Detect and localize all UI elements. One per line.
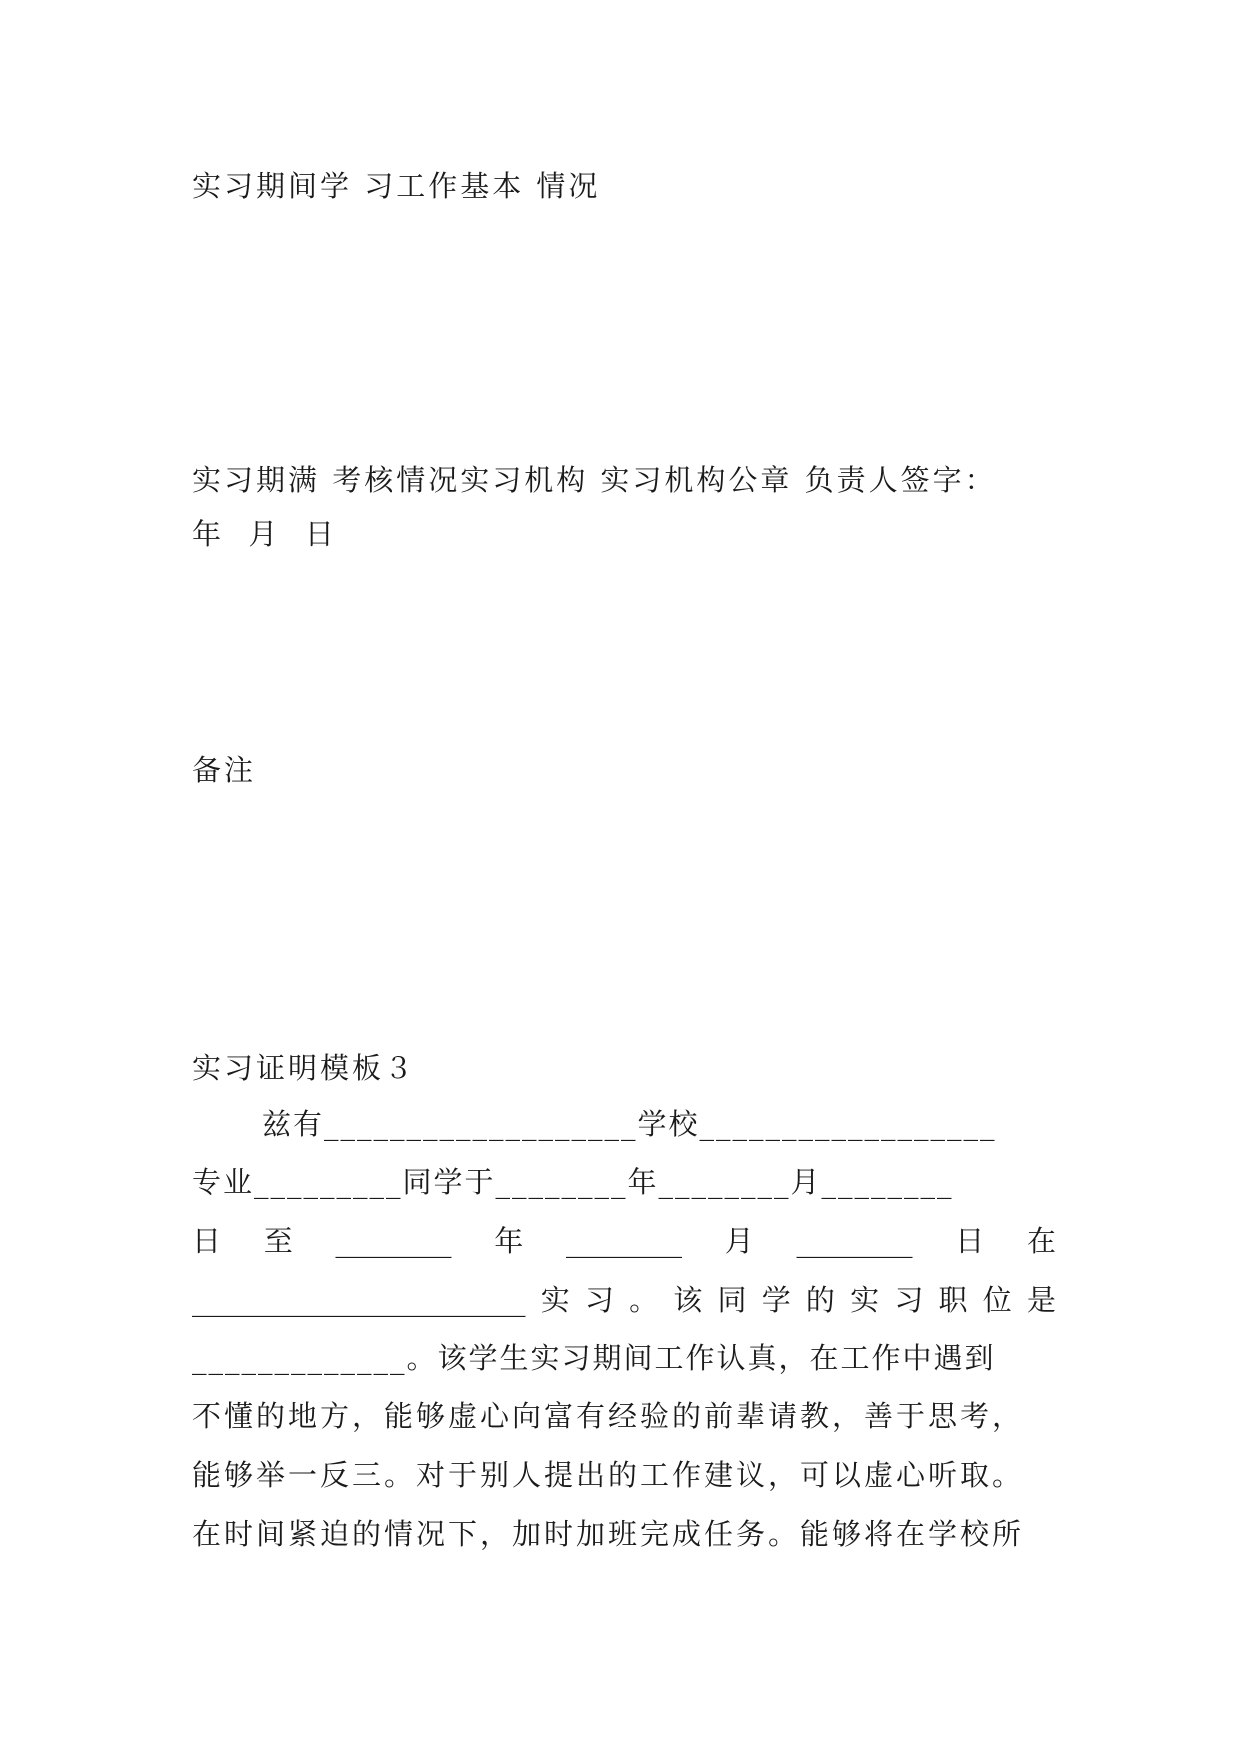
paragraph-line-5: _____________。该学生实习期间工作认真，在工作中遇到: [192, 1341, 996, 1375]
text-fragment: 习: [584, 1283, 614, 1317]
text-fragment: 同: [717, 1283, 747, 1317]
text-fragment: 位: [982, 1283, 1012, 1317]
remarks-heading: 备注: [192, 753, 257, 787]
blank-underline: _______________________: [192, 1283, 526, 1317]
paragraph-line-8: 在时间紧迫的情况下，加时加班完成任务。能够将在学校所: [192, 1517, 1025, 1551]
paragraph-line-3: [192, 1221, 1056, 1261]
section-internship-work-heading: 实习期间学 习工作基本 情况: [192, 169, 601, 203]
text-fragment: 在: [1026, 1224, 1056, 1258]
text-fragment: 的: [805, 1283, 835, 1317]
text-fragment: 实: [540, 1283, 570, 1317]
text-fragment: 是: [1026, 1283, 1056, 1317]
text-fragment: 习: [894, 1283, 924, 1317]
text-fragment: 年: [494, 1224, 524, 1258]
text-fragment: 实: [850, 1283, 880, 1317]
text-fragment: 日: [192, 1224, 222, 1258]
text-fragment: 职: [938, 1283, 968, 1317]
paragraph-line-2: 专业_________同学于________年________月________: [192, 1165, 954, 1199]
text-fragment: 至: [263, 1224, 293, 1258]
template-title: 实习证明模板３: [192, 1051, 417, 1085]
text-fragment: ________: [796, 1224, 913, 1258]
paragraph-line-4: [192, 1280, 1056, 1320]
text-fragment: 日: [955, 1224, 985, 1258]
section-assessment-heading: 实习期满 考核情况实习机构 实习机构公章 负责人签字：: [192, 463, 997, 497]
paragraph-line-6: 不懂的地方，能够虚心向富有经验的前辈请教，善于思考，: [192, 1399, 1025, 1433]
text-fragment: ________: [335, 1224, 452, 1258]
text-fragment: 。: [629, 1283, 659, 1317]
text-fragment: ________: [565, 1224, 682, 1258]
paragraph-line-1: 兹有___________________学校__________________: [262, 1107, 997, 1141]
text-fragment: 学: [761, 1283, 791, 1317]
paragraph-line-7: 能够举一反三。对于别人提出的工作建议，可以虚心听取。: [192, 1458, 1025, 1492]
text-fragment: 月: [724, 1224, 754, 1258]
text-fragment: 该: [673, 1283, 703, 1317]
date-line: 年 月 日: [192, 517, 337, 551]
